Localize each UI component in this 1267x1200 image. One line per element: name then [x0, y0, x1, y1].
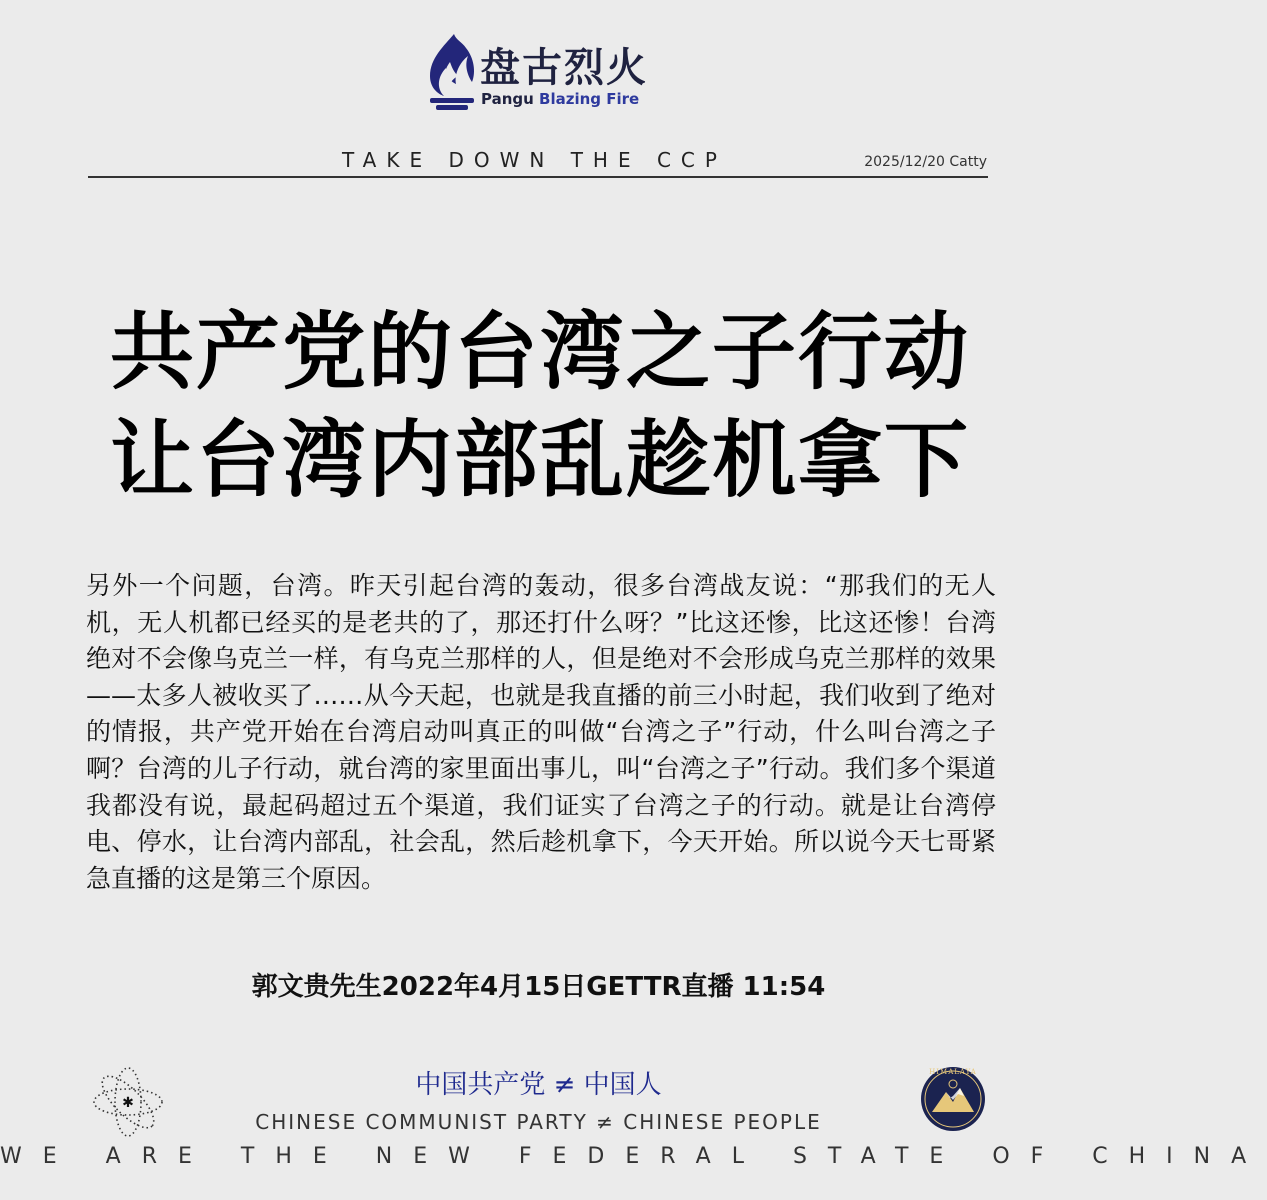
logo-name-en-part1: Pangu — [481, 90, 534, 108]
header-dateline: 2025/12/20 Catty — [864, 154, 987, 170]
article-body: 另外一个问题，台湾。昨天引起台湾的轰动，很多台湾战友说：“那我们的无人机，无人机都已经买的是老共的了，那还打什么呀？”比这还惨，比这还惨！台湾绝对不会像乌克兰一样，有乌克兰那样的人，但是绝对不会形成乌克兰那样的效果——太多人被收买了……从今天起，也就是我直播的前三小时起，我们收到了绝对的情报，共产党开始在台湾启动叫真正的叫做“台湾之子”行动，什么叫台湾之子啊？台湾的儿子行动，就台湾的家里面出事儿，叫“台湾之子”行动。我们多个渠道我都没有说，最起码超过五个渠道，我们证实了台湾之子的行动。就是让台湾停电、停水，让台湾内部乱，社会乱，然后趁机拿下，今天开始。所以说今天七哥紧急直播的这是第三个原因。 — [86, 571, 996, 893]
headline-line-2: 让台湾内部乱趁机拿下 — [109, 411, 970, 509]
header-slogan: TAKE DOWN THE CCP — [342, 148, 727, 172]
headline-line-1: 共产党的台湾之子行动 — [109, 303, 970, 401]
footer-slogan-cn: 中国共产党 ≠ 中国人 — [415, 1070, 662, 1100]
emblem-text: HIMALAYA — [929, 1068, 977, 1076]
header-divider — [88, 176, 988, 178]
brand-logo — [424, 32, 664, 112]
flame-icon — [424, 32, 478, 112]
footer-slogan-en: CHINESE COMMUNIST PARTY ≠ CHINESE PEOPLE — [255, 1110, 822, 1134]
source-citation: 郭文贵先生2022年4月15日GETTR直播 11:54 — [251, 972, 826, 1002]
headline — [70, 298, 1010, 514]
logo-name-en-part2: Blazing Fire — [539, 90, 640, 108]
logo-name-en — [481, 90, 639, 108]
footer-motto: WE ARE THE NEW FEDERAL STATE OF CHINA — [0, 1144, 1267, 1169]
logo-name-cn: 盘古烈火 — [480, 44, 648, 91]
svg-text:✱: ✱ — [122, 1095, 134, 1111]
